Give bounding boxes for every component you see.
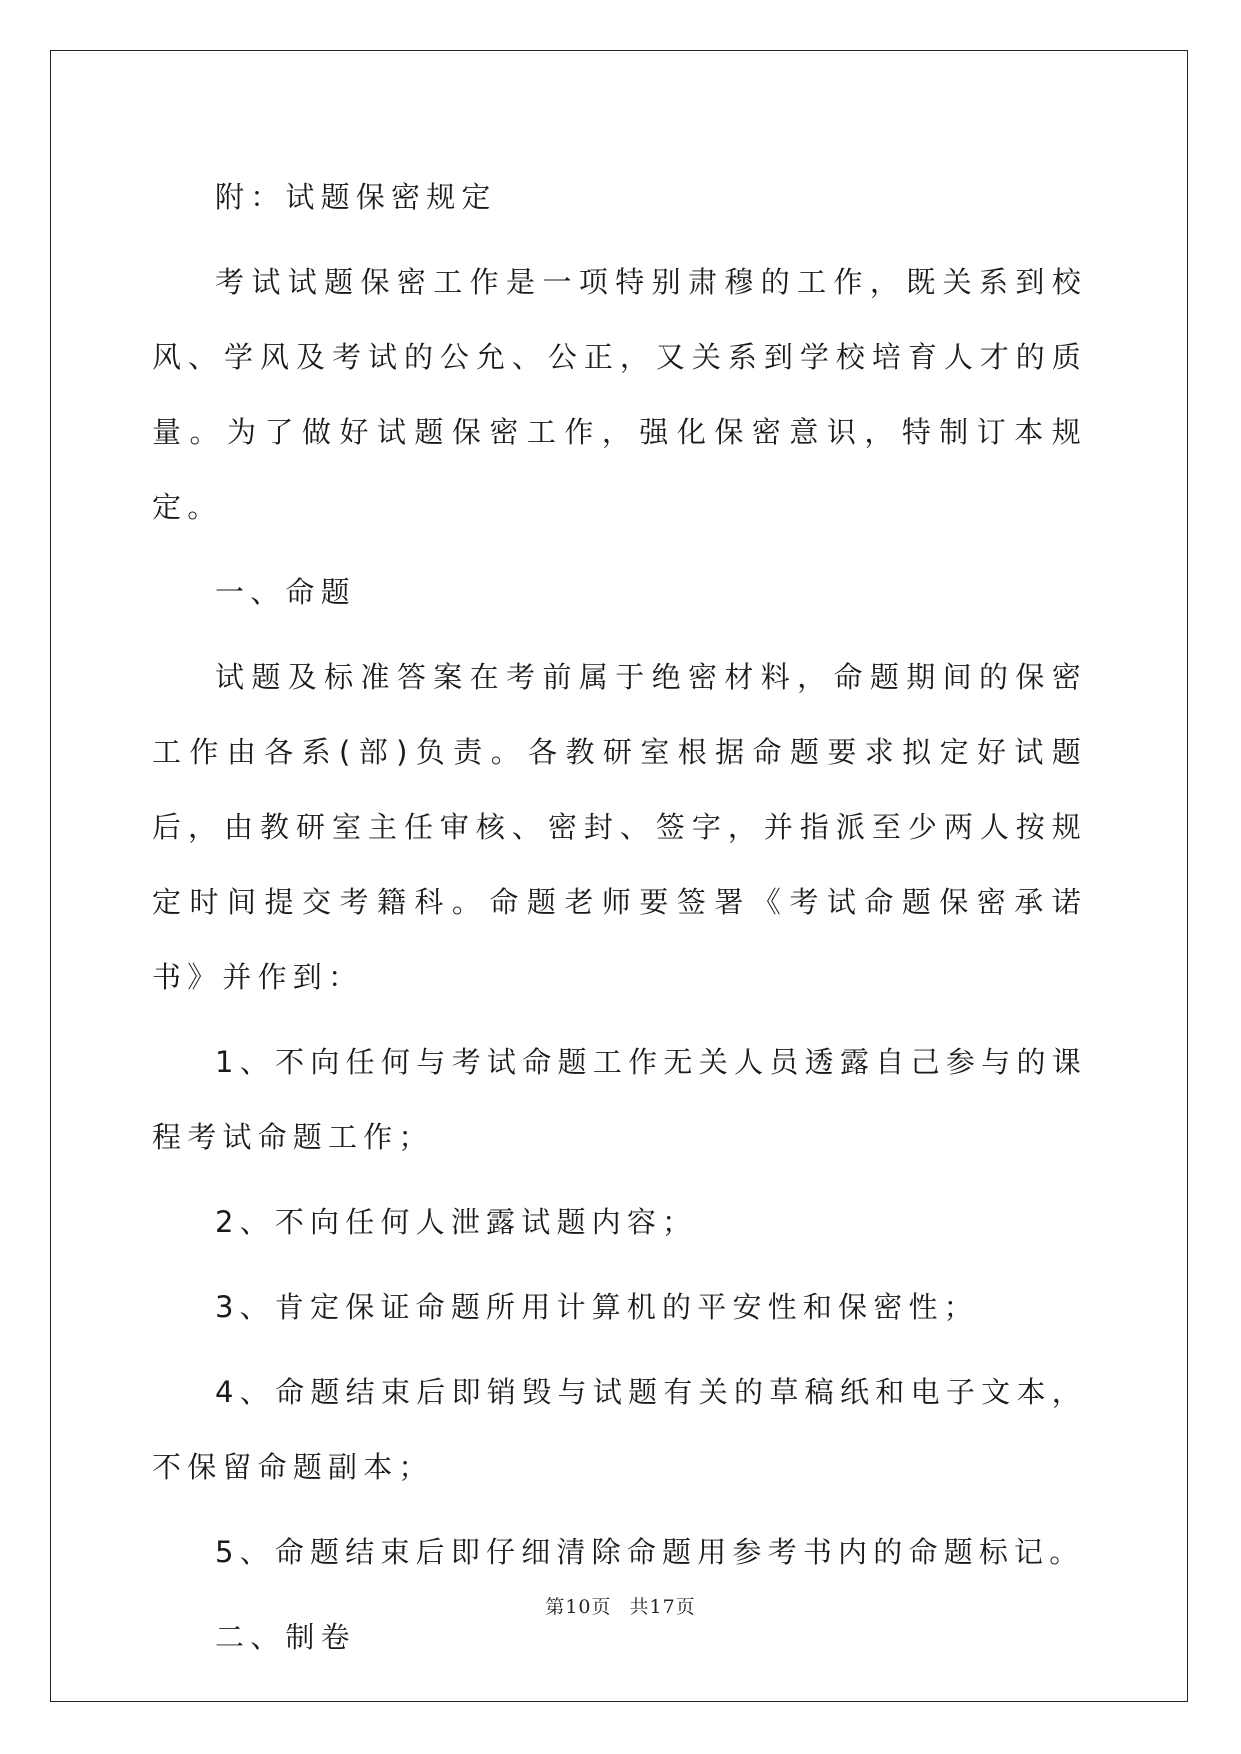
proposition-paragraph: 试题及标准答案在考前属于绝密材料，命题期间的保密工作由各系(部)负责。各教研室根据命题要求拟定好试题后，由教研室主任审核、密封、签字，并指派至少两人按规定时间提交考籍科。命题老师要签署《考试命题保密承诺书》并作到： bbox=[152, 660, 1087, 994]
document-body bbox=[152, 160, 1087, 1685]
page-footer bbox=[0, 1592, 1241, 1619]
page-number: 第10页 bbox=[545, 1596, 612, 1618]
list-item: 5、命题结束后即仔细清除命题用参考书内的命题标记。 bbox=[215, 1535, 1085, 1569]
section-heading-proposition: 一、命题 bbox=[215, 575, 356, 609]
list-item: 4、命题结束后即销毁与试题有关的草稿纸和电子文本，不保留命题副本； bbox=[152, 1375, 1087, 1484]
attachment-title: 附：试题保密规定 bbox=[215, 180, 497, 214]
page-total: 共17页 bbox=[629, 1596, 696, 1618]
list-item: 2、不向任何人泄露试题内容； bbox=[215, 1205, 698, 1239]
intro-paragraph: 考试试题保密工作是一项特别肃穆的工作，既关系到校风、学风及考试的公允、公正，又关系到学校培育人才的质量。为了做好试题保密工作，强化保密意识，特制订本规定。 bbox=[152, 265, 1087, 524]
list-item: 3、肯定保证命题所用计算机的平安性和保密性； bbox=[215, 1290, 979, 1324]
section-heading-paper-making: 二、制卷 bbox=[215, 1620, 356, 1654]
list-item: 1、不向任何与考试命题工作无关人员透露自己参与的课程考试命题工作； bbox=[152, 1045, 1087, 1154]
